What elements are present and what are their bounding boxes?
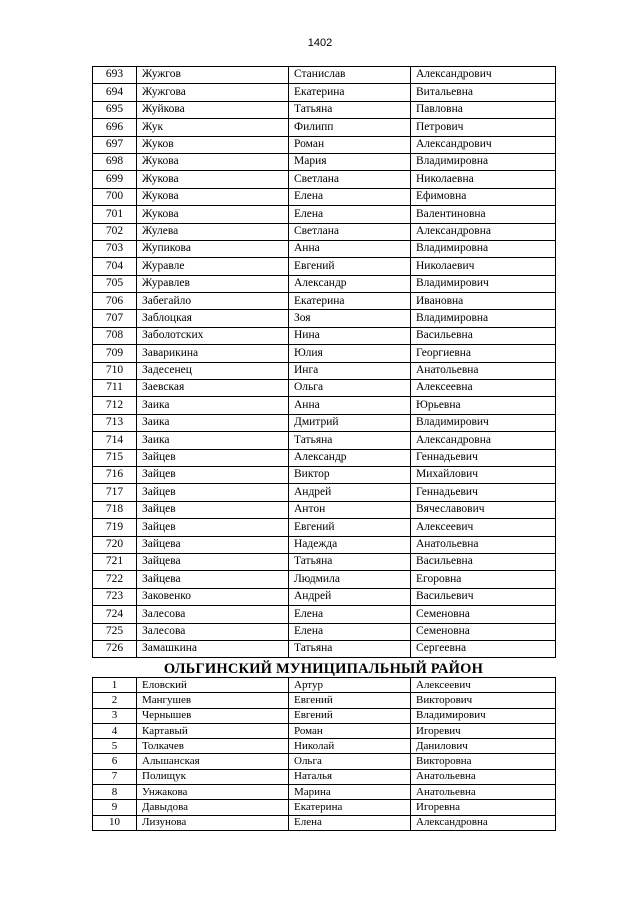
table-row (93, 362, 556, 379)
first-name-cell: Евгений (289, 708, 411, 723)
row-number-cell: 699 (93, 171, 137, 188)
row-number-cell: 705 (93, 275, 137, 292)
patronymic-cell: Николаевич (411, 258, 556, 275)
table-row (93, 536, 556, 553)
table-row (93, 432, 556, 449)
last-name-cell: Заболотских (137, 327, 289, 344)
row-number-cell: 3 (93, 708, 137, 723)
first-name-cell: Роман (289, 723, 411, 738)
page-number: 1402 (307, 37, 333, 49)
row-number-cell: 6 (93, 754, 137, 769)
table-row (93, 293, 556, 310)
row-number-cell: 723 (93, 588, 137, 605)
row-number-cell: 714 (93, 432, 137, 449)
table-row (93, 769, 556, 784)
patronymic-cell: Александровна (411, 815, 556, 830)
last-name-cell: Толкачев (137, 739, 289, 754)
row-number-cell: 10 (93, 815, 137, 830)
patronymic-cell: Георгиевна (411, 345, 556, 362)
first-name-cell: Виктор (289, 466, 411, 483)
last-name-cell: Зайцев (137, 484, 289, 501)
first-name-cell: Евгений (289, 693, 411, 708)
table-row (93, 327, 556, 344)
patronymic-cell: Павловна (411, 101, 556, 118)
first-name-cell: Анна (289, 240, 411, 257)
last-name-cell: Заика (137, 432, 289, 449)
table-row (93, 754, 556, 769)
first-name-cell: Инга (289, 362, 411, 379)
row-number-cell: 721 (93, 553, 137, 570)
last-name-cell: Заика (137, 397, 289, 414)
table-row (93, 501, 556, 518)
last-name-cell: Зайцев (137, 466, 289, 483)
row-number-cell: 698 (93, 153, 137, 170)
row-number-cell: 696 (93, 119, 137, 136)
row-number-cell: 719 (93, 519, 137, 536)
last-name-cell: Зайцев (137, 519, 289, 536)
first-name-cell: Елена (289, 815, 411, 830)
table-row (93, 466, 556, 483)
last-name-cell: Заварикина (137, 345, 289, 362)
table-row (93, 67, 556, 84)
patronymic-cell: Васильевич (411, 588, 556, 605)
first-name-cell: Ольга (289, 380, 411, 397)
patronymic-cell: Анатольевна (411, 785, 556, 800)
first-name-cell: Дмитрий (289, 414, 411, 431)
row-number-cell: 702 (93, 223, 137, 240)
last-name-cell: Унжакова (137, 785, 289, 800)
last-name-cell: Жужгов (137, 67, 289, 84)
table-row (93, 119, 556, 136)
people-table (92, 66, 556, 658)
table-row (93, 171, 556, 188)
last-name-cell: Жук (137, 119, 289, 136)
patronymic-cell: Владимировна (411, 153, 556, 170)
last-name-cell: Мангушев (137, 693, 289, 708)
patronymic-cell: Александровна (411, 432, 556, 449)
row-number-cell: 722 (93, 571, 137, 588)
row-number-cell: 711 (93, 380, 137, 397)
row-number-cell: 710 (93, 362, 137, 379)
last-name-cell: Зайцева (137, 571, 289, 588)
first-name-cell: Роман (289, 136, 411, 153)
table-row (93, 345, 556, 362)
first-name-cell: Людмила (289, 571, 411, 588)
row-number-cell: 713 (93, 414, 137, 431)
last-name-cell: Альшанская (137, 754, 289, 769)
table-row (93, 640, 556, 657)
patronymic-cell: Геннадьевич (411, 449, 556, 466)
table-row (93, 708, 556, 723)
last-name-cell: Залесова (137, 623, 289, 640)
last-name-cell: Полищук (137, 769, 289, 784)
table-row (93, 800, 556, 815)
last-name-cell: Зайцев (137, 449, 289, 466)
patronymic-cell: Ивановна (411, 293, 556, 310)
first-name-cell: Александр (289, 449, 411, 466)
table-row (93, 678, 556, 693)
patronymic-cell: Александрович (411, 67, 556, 84)
first-name-cell: Надежда (289, 536, 411, 553)
first-name-cell: Екатерина (289, 800, 411, 815)
row-number-cell: 718 (93, 501, 137, 518)
first-name-cell: Светлана (289, 223, 411, 240)
row-number-cell: 715 (93, 449, 137, 466)
patronymic-cell: Васильевна (411, 553, 556, 570)
first-name-cell: Елена (289, 623, 411, 640)
patronymic-cell: Владимирович (411, 708, 556, 723)
table-row (93, 484, 556, 501)
patronymic-cell: Анатольевна (411, 362, 556, 379)
first-name-cell: Ольга (289, 754, 411, 769)
last-name-cell: Журавле (137, 258, 289, 275)
last-name-cell: Давыдова (137, 800, 289, 815)
patronymic-cell: Игоревна (411, 800, 556, 815)
patronymic-cell: Николаевна (411, 171, 556, 188)
last-name-cell: Заблоцкая (137, 310, 289, 327)
last-name-cell: Жужгова (137, 84, 289, 101)
table-row (93, 258, 556, 275)
table-row (93, 553, 556, 570)
first-name-cell: Екатерина (289, 84, 411, 101)
first-name-cell: Андрей (289, 588, 411, 605)
patronymic-cell: Сергеевна (411, 640, 556, 657)
table-row (93, 153, 556, 170)
last-name-cell: Жупикова (137, 240, 289, 257)
patronymic-cell: Игоревич (411, 723, 556, 738)
row-number-cell: 5 (93, 739, 137, 754)
row-number-cell: 4 (93, 723, 137, 738)
row-number-cell: 707 (93, 310, 137, 327)
last-name-cell: Жукова (137, 188, 289, 205)
last-name-cell: Забегайло (137, 293, 289, 310)
patronymic-cell: Викторовна (411, 754, 556, 769)
first-name-cell: Татьяна (289, 432, 411, 449)
patronymic-cell: Владимировна (411, 310, 556, 327)
first-name-cell: Зоя (289, 310, 411, 327)
last-name-cell: Зайцева (137, 553, 289, 570)
last-name-cell: Жукова (137, 206, 289, 223)
first-name-cell: Татьяна (289, 640, 411, 657)
last-name-cell: Зайцев (137, 501, 289, 518)
table-row (93, 223, 556, 240)
row-number-cell: 720 (93, 536, 137, 553)
row-number-cell: 700 (93, 188, 137, 205)
table-row (93, 723, 556, 738)
table-row (93, 571, 556, 588)
patronymic-cell: Семеновна (411, 606, 556, 623)
table-row (93, 240, 556, 257)
patronymic-cell: Викторович (411, 693, 556, 708)
table-row (93, 188, 556, 205)
row-number-cell: 706 (93, 293, 137, 310)
first-name-cell: Мария (289, 153, 411, 170)
table-row (93, 206, 556, 223)
row-number-cell: 704 (93, 258, 137, 275)
patronymic-cell: Алексеевна (411, 380, 556, 397)
patronymic-cell: Александрович (411, 136, 556, 153)
patronymic-cell: Владимировна (411, 240, 556, 257)
first-name-cell: Артур (289, 678, 411, 693)
last-name-cell: Заика (137, 414, 289, 431)
table-row (93, 449, 556, 466)
patronymic-cell: Валентиновна (411, 206, 556, 223)
table-row (93, 693, 556, 708)
table-row (93, 623, 556, 640)
table-row (93, 380, 556, 397)
first-name-cell: Станислав (289, 67, 411, 84)
table-row (93, 519, 556, 536)
first-name-cell: Елена (289, 188, 411, 205)
table-row (93, 101, 556, 118)
patronymic-cell: Анатольевна (411, 769, 556, 784)
first-name-cell: Андрей (289, 484, 411, 501)
table-row (93, 414, 556, 431)
last-name-cell: Заевская (137, 380, 289, 397)
row-number-cell: 726 (93, 640, 137, 657)
first-name-cell: Юлия (289, 345, 411, 362)
first-name-cell: Александр (289, 275, 411, 292)
last-name-cell: Жукова (137, 171, 289, 188)
last-name-cell: Заковенко (137, 588, 289, 605)
row-number-cell: 724 (93, 606, 137, 623)
table-row (93, 815, 556, 830)
patronymic-cell: Алексеевич (411, 678, 556, 693)
patronymic-cell: Алексеевич (411, 519, 556, 536)
patronymic-cell: Александровна (411, 223, 556, 240)
last-name-cell: Задесенец (137, 362, 289, 379)
last-name-cell: Картавый (137, 723, 289, 738)
table-row (93, 310, 556, 327)
patronymic-cell: Данилович (411, 739, 556, 754)
patronymic-cell: Владимирович (411, 275, 556, 292)
last-name-cell: Лизунова (137, 815, 289, 830)
row-number-cell: 8 (93, 785, 137, 800)
first-name-cell: Елена (289, 606, 411, 623)
district-people-table (92, 677, 556, 831)
table-row (93, 397, 556, 414)
first-name-cell: Татьяна (289, 101, 411, 118)
row-number-cell: 697 (93, 136, 137, 153)
first-name-cell: Евгений (289, 258, 411, 275)
patronymic-cell: Васильевна (411, 327, 556, 344)
last-name-cell: Жулева (137, 223, 289, 240)
patronymic-cell: Анатольевна (411, 536, 556, 553)
patronymic-cell: Семеновна (411, 623, 556, 640)
row-number-cell: 1 (93, 678, 137, 693)
first-name-cell: Татьяна (289, 553, 411, 570)
first-name-cell: Наталья (289, 769, 411, 784)
table-row (93, 606, 556, 623)
last-name-cell: Замашкина (137, 640, 289, 657)
row-number-cell: 703 (93, 240, 137, 257)
first-name-cell: Николай (289, 739, 411, 754)
row-number-cell: 9 (93, 800, 137, 815)
first-name-cell: Светлана (289, 171, 411, 188)
row-number-cell: 701 (93, 206, 137, 223)
first-name-cell: Нина (289, 327, 411, 344)
first-name-cell: Анна (289, 397, 411, 414)
row-number-cell: 716 (93, 466, 137, 483)
last-name-cell: Чернышев (137, 708, 289, 723)
patronymic-cell: Егоровна (411, 571, 556, 588)
first-name-cell: Евгений (289, 519, 411, 536)
row-number-cell: 695 (93, 101, 137, 118)
table-row (93, 739, 556, 754)
row-number-cell: 2 (93, 693, 137, 708)
first-name-cell: Филипп (289, 119, 411, 136)
last-name-cell: Жукова (137, 153, 289, 170)
last-name-cell: Жуков (137, 136, 289, 153)
patronymic-cell: Вячеславович (411, 501, 556, 518)
first-name-cell: Елена (289, 206, 411, 223)
row-number-cell: 725 (93, 623, 137, 640)
last-name-cell: Зайцева (137, 536, 289, 553)
first-name-cell: Екатерина (289, 293, 411, 310)
patronymic-cell: Геннадьевич (411, 484, 556, 501)
patronymic-cell: Витальевна (411, 84, 556, 101)
row-number-cell: 693 (93, 67, 137, 84)
row-number-cell: 7 (93, 769, 137, 784)
table-row (93, 588, 556, 605)
row-number-cell: 712 (93, 397, 137, 414)
first-name-cell: Антон (289, 501, 411, 518)
row-number-cell: 709 (93, 345, 137, 362)
patronymic-cell: Владимирович (411, 414, 556, 431)
patronymic-cell: Юрьевна (411, 397, 556, 414)
last-name-cell: Еловский (137, 678, 289, 693)
row-number-cell: 708 (93, 327, 137, 344)
last-name-cell: Залесова (137, 606, 289, 623)
last-name-cell: Журавлев (137, 275, 289, 292)
first-name-cell: Марина (289, 785, 411, 800)
last-name-cell: Жуйкова (137, 101, 289, 118)
patronymic-cell: Петрович (411, 119, 556, 136)
patronymic-cell: Михайлович (411, 466, 556, 483)
section-heading: ОЛЬГИНСКИЙ МУНИЦИПАЛЬНЫЙ РАЙОН (163, 661, 484, 677)
row-number-cell: 694 (93, 84, 137, 101)
table-row (93, 275, 556, 292)
patronymic-cell: Ефимовна (411, 188, 556, 205)
table-row (93, 136, 556, 153)
row-number-cell: 717 (93, 484, 137, 501)
table-row (93, 84, 556, 101)
table-row (93, 785, 556, 800)
